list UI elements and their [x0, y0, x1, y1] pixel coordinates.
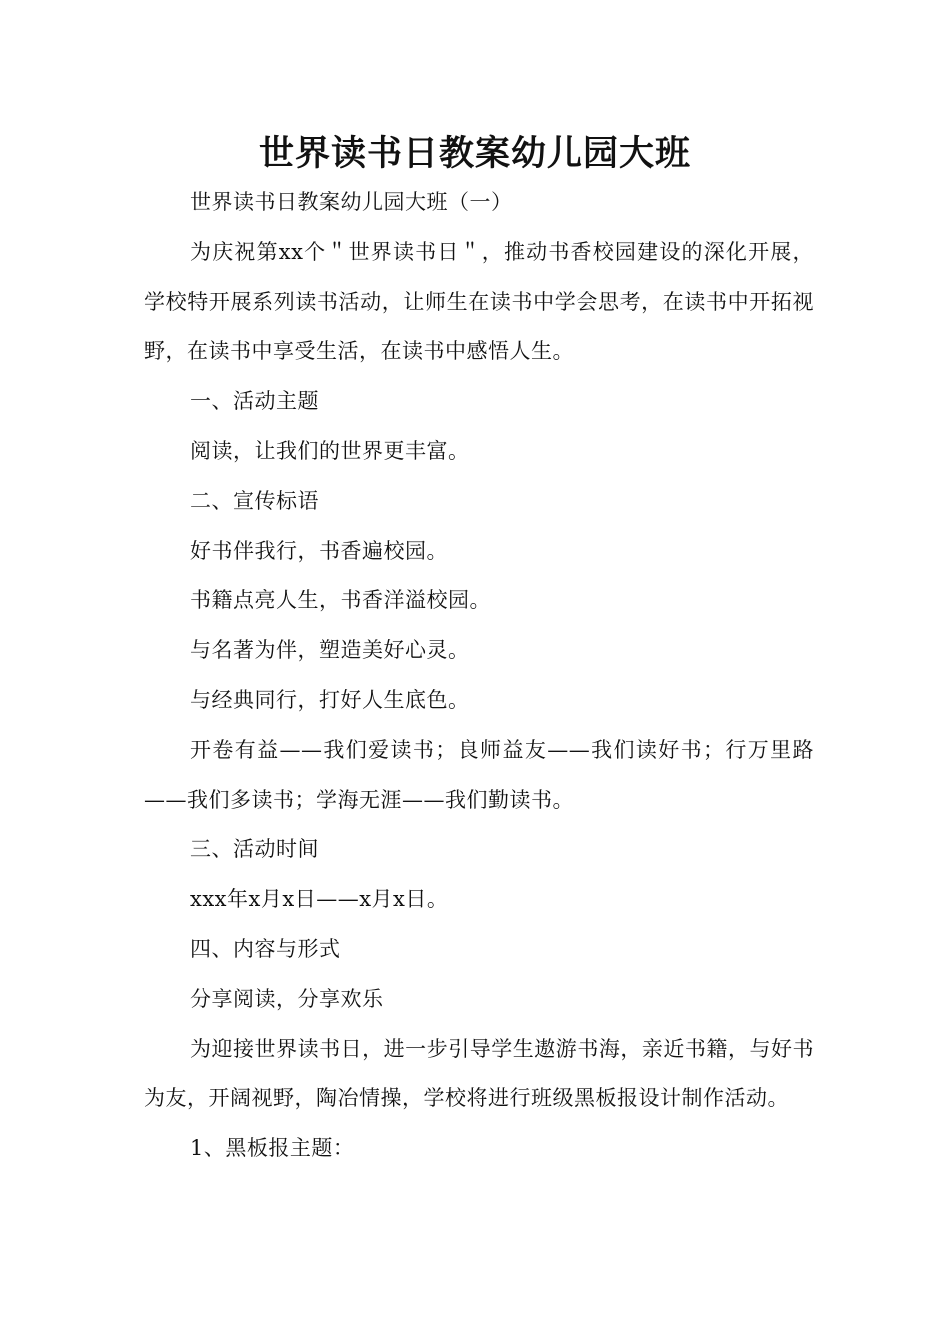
paragraph-time: xxx年x月x日——x月x日。	[190, 887, 449, 912]
paragraph-blackboard-intro: 为迎接世界读书日，进一步引导学生遨游书海，亲近书籍，与好书为友，开阔视野，陶冶情操，学校将进行班级黑板报设计制作活动。	[144, 1036, 814, 1111]
heading-activity-theme: 一、活动主题	[190, 389, 319, 414]
paragraph-theme: 阅读，让我们的世界更丰富。	[190, 438, 470, 463]
document-body	[144, 178, 814, 1174]
paragraph-share-reading: 分享阅读，分享欢乐	[190, 986, 384, 1011]
paragraph-slogan-3: 与名著为伴，塑造美好心灵。	[190, 638, 470, 663]
paragraph-subtitle: 世界读书日教案幼儿园大班（一）	[190, 190, 513, 214]
paragraph-slogan-4: 与经典同行，打好人生底色。	[190, 687, 470, 712]
document-title: 世界读书日教案幼儿园大班	[258, 134, 691, 174]
paragraph-slogan-2: 书籍点亮人生，书香洋溢校园。	[190, 588, 491, 613]
paragraph-intro: 为庆祝第xx个＂世界读书日＂，推动书香校园建设的深化开展，学校特开展系列读书活动，让师生在读书中学会思考，在读书中开拓视野，在读书中享受生活，在读书中感悟人生。	[144, 239, 814, 364]
paragraph-slogan-1: 好书伴我行，书香遍校园。	[190, 538, 448, 563]
heading-blackboard-theme: 1、黑板报主题：	[190, 1136, 355, 1161]
heading-content-form: 四、内容与形式	[190, 936, 341, 961]
paragraph-slogan-5: 开卷有益——我们爱读书；良师益友——我们读好书；行万里路——我们多读书；学海无涯——我们勤读书。	[144, 737, 814, 812]
heading-slogans: 二、宣传标语	[190, 488, 319, 513]
heading-activity-time: 三、活动时间	[190, 837, 319, 862]
